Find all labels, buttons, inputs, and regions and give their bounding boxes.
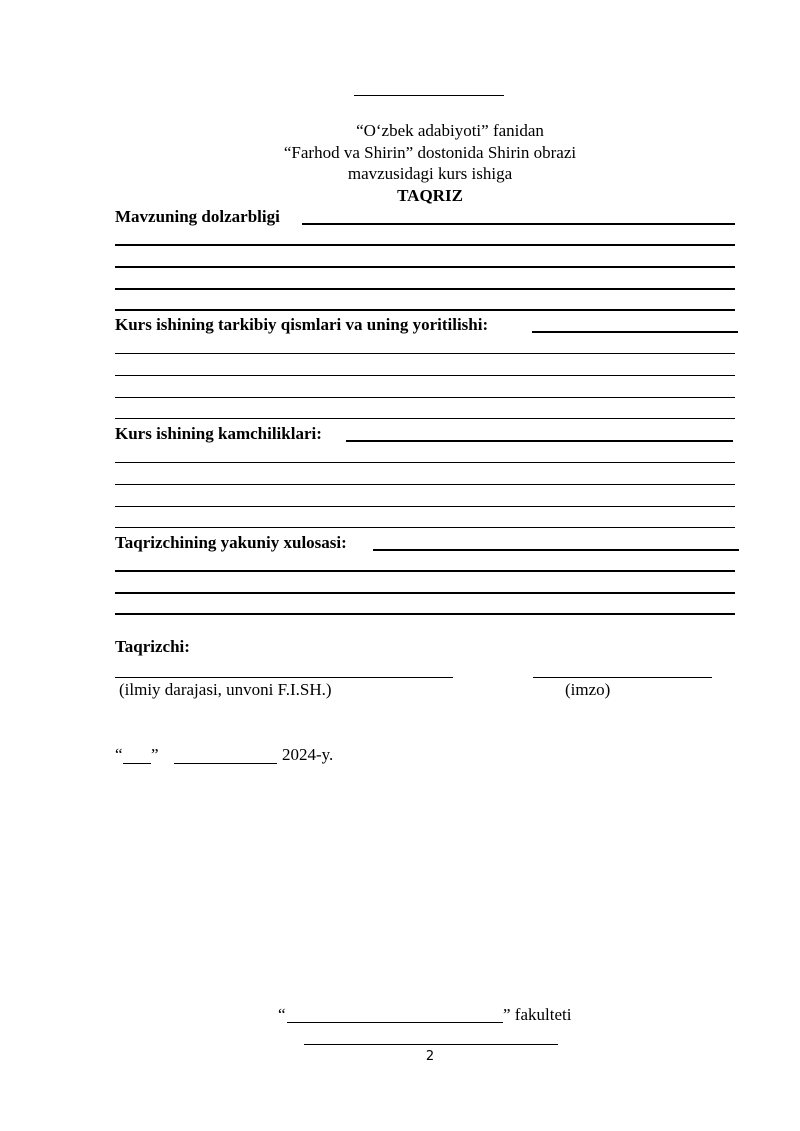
faculty-open-quote: “ bbox=[278, 1005, 286, 1024]
section-relevance-line bbox=[115, 244, 735, 246]
section-structure-line bbox=[115, 375, 735, 376]
reviewer-signature-caption: (imzo) bbox=[565, 680, 611, 699]
section-shortcomings-line bbox=[115, 484, 735, 485]
document-title: TAQRIZ bbox=[397, 186, 463, 205]
subject-line: “O‘zbek adabiyoti” fanidan bbox=[356, 121, 544, 140]
section-shortcomings-line bbox=[115, 506, 735, 507]
section-label-structure: Kurs ishining tarkibiy qismlari va uning yoritilishi: bbox=[115, 315, 489, 334]
top-blank-line bbox=[354, 95, 504, 96]
page-number: 2 bbox=[425, 1049, 435, 1064]
reviewer-name-line bbox=[115, 677, 453, 678]
section-structure-line bbox=[115, 418, 735, 419]
footer-blank-line bbox=[304, 1044, 558, 1045]
date-close-quote: ” bbox=[151, 745, 159, 764]
section-structure-line bbox=[532, 331, 738, 333]
section-structure-line bbox=[115, 353, 735, 354]
section-relevance-line bbox=[115, 266, 735, 268]
section-shortcomings-line bbox=[115, 462, 735, 463]
section-relevance-line bbox=[115, 288, 735, 290]
section-relevance-line bbox=[302, 223, 735, 225]
section-label-relevance: Mavzuning dolzarbligi bbox=[115, 207, 280, 226]
topic-suffix: mavzusidagi kurs ishiga bbox=[347, 164, 513, 183]
section-shortcomings-line bbox=[115, 527, 735, 528]
section-structure-line bbox=[115, 397, 735, 398]
date-year: 2024-y. bbox=[282, 745, 334, 764]
reviewer-signature-line bbox=[533, 677, 712, 678]
section-conclusion-line bbox=[115, 570, 735, 572]
reviewer-name-caption: (ilmiy darajasi, unvoni F.I.SH.) bbox=[119, 680, 332, 699]
section-conclusion-line bbox=[373, 549, 739, 551]
faculty-suffix: ” fakulteti bbox=[503, 1005, 572, 1024]
section-relevance-line bbox=[115, 309, 735, 311]
date-day-line bbox=[123, 763, 151, 764]
section-conclusion-line bbox=[115, 592, 735, 594]
reviewer-label: Taqrizchi: bbox=[115, 637, 190, 656]
section-label-shortcomings: Kurs ishining kamchiliklari: bbox=[115, 424, 322, 443]
date-open-quote: “ bbox=[115, 745, 123, 764]
section-label-conclusion: Taqrizchining yakuniy xulosasi: bbox=[115, 533, 347, 552]
date-month-line bbox=[174, 763, 277, 764]
section-shortcomings-line bbox=[346, 440, 733, 442]
faculty-name-line bbox=[287, 1022, 503, 1023]
topic-line: “Farhod va Shirin” dostonida Shirin obrazi bbox=[283, 143, 577, 162]
section-conclusion-line bbox=[115, 613, 735, 615]
